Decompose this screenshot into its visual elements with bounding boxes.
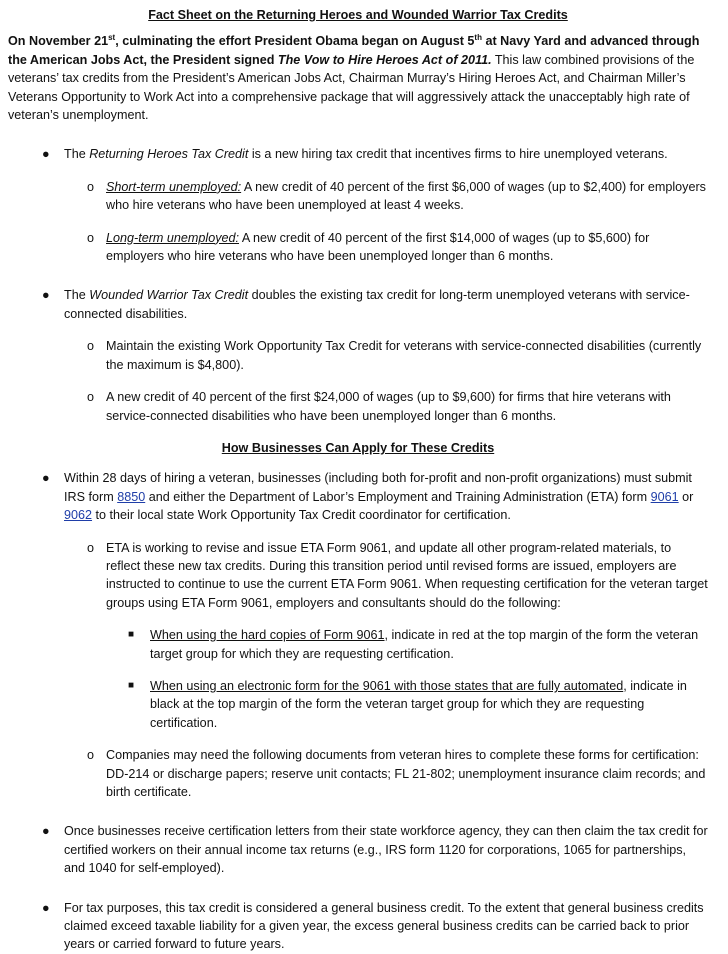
text: and either the Department of Labor’s Employment and Training Administration (ETA) form <box>145 489 651 504</box>
text: The <box>64 288 90 303</box>
sub-short-term <box>8 178 708 215</box>
circle-bullet-icon: o <box>87 179 95 194</box>
disc-bullet-icon: ● <box>42 471 50 486</box>
form-9062-link[interactable]: 9062 <box>64 508 93 523</box>
short-term-label: Short-term unemployed: <box>106 179 242 194</box>
document-page <box>8 6 708 954</box>
subsub-hard-copies <box>8 626 708 663</box>
text: is a new hiring tax credit that incentives firms to hire unemployed veterans. <box>248 147 668 162</box>
intro-paragraph <box>8 32 708 124</box>
text: ETA is working to revise and issue ETA Form 9061, and update all other program-related materials, to reflect these new tax credits. During this transition period until revised forms are issued, employers are instructed to continue to use the current ETA Form 9061. When requesting certification for the veteran target groups using ETA Form 9061, employers and consultants should do the following: <box>106 540 708 610</box>
disc-bullet-icon: ● <box>42 288 50 303</box>
text: Once businesses receive certification letters from their state workforce agency, they can then claim the tax credit for certified workers on their annual income tax returns (e.g., IRS form 1120 for corporations, 1065 for partnerships, and 1040 for self-employed). <box>64 824 708 876</box>
square-bullet-icon: ■ <box>128 679 135 691</box>
disc-bullet-icon: ● <box>42 147 50 162</box>
circle-bullet-icon: o <box>87 390 95 405</box>
sub-new-credit <box>8 388 708 425</box>
returning-heroes-name: Returning Heroes Tax Credit <box>89 147 249 162</box>
text: A new credit of 40 percent of the first $24,000 of wages (up to $9,600) for firms that hire veterans with service-connected disabilities who have been unemployed longer than 6 months. <box>106 390 671 423</box>
text: doubles the existing tax credit for long-term unemployed veterans with service-connected disabilities. <box>64 288 690 321</box>
bullet-claim-credit <box>8 822 708 877</box>
text: For tax purposes, this tax credit is considered a general business credit. To the extent that general business credits claimed exceed taxable liability for a given year, the excess general business credits can be carried back to prior years or carried forward to future years. <box>64 900 704 952</box>
text: Maintain the existing Work Opportunity Tax Credit for veterans with service-connected disabilities (currently the maximum is $4,800). <box>106 339 702 372</box>
text: to their local state Work Opportunity Tax Credit coordinator for certification. <box>92 508 511 523</box>
subsub-electronic-form <box>8 677 708 732</box>
bullet-submit-forms <box>8 469 708 524</box>
page-title: Fact Sheet on the Returning Heroes and Wounded Warrior Tax Credits <box>148 8 568 22</box>
form-9061-link[interactable]: 9061 <box>650 489 679 504</box>
circle-bullet-icon: o <box>87 339 95 354</box>
sub-eta-revision <box>8 539 708 613</box>
text: The <box>64 147 90 162</box>
long-term-label: Long-term unemployed: <box>106 230 240 245</box>
bullet-tax-purposes <box>8 899 708 954</box>
sub-long-term <box>8 229 708 266</box>
intro-bold-2: , culminating the effort President Obama began on August 5 <box>115 34 475 49</box>
text: , indicate in red at the top margin of the form the veteran target group for which they are requesting certification. <box>150 628 699 661</box>
text: A new credit of 40 percent of the first $6,000 of wages (up to $2,400) for employers who hire veterans who have been unemployed at least 4 weeks. <box>106 179 706 213</box>
text: A new credit of 40 percent of the first $14,000 of wages (up to $5,600) for employers who hire veterans who have been unemployed longer than 6 months. <box>106 230 650 264</box>
circle-bullet-icon: o <box>87 748 95 763</box>
circle-bullet-icon: o <box>87 540 95 555</box>
intro-bold-3: at Navy Yard and advanced through the American Jobs Act, the President signed <box>8 34 700 67</box>
intro-bold-1: On November 21 <box>8 34 109 49</box>
electronic-form-label: When using an electronic form for the 9061 with those states that are fully automated <box>150 678 624 693</box>
intro-rest: This law combined provisions of the veterans’ tax credits from the President’s American Jobs Act, Chairman Murray’s Hiring Heroes Act, and Chairman Miller’s Veterans Opportunity to Work Act into a comprehensive package that will aggressively attack the unacceptably high rate of veteran’s unemployment. <box>8 52 695 123</box>
form-8850-link[interactable]: 8850 <box>117 489 146 504</box>
disc-bullet-icon: ● <box>42 824 50 839</box>
hard-copies-label: When using the hard copies of Form 9061 <box>150 628 385 643</box>
text: , indicate in black at the top margin of the form the veteran target group for which they are requesting certification. <box>150 678 687 730</box>
wounded-warrior-name: Wounded Warrior Tax Credit <box>89 288 249 303</box>
intro-sup-2: th <box>474 33 482 43</box>
disc-bullet-icon: ● <box>42 900 50 915</box>
circle-bullet-icon: o <box>87 230 95 245</box>
sub-documents <box>8 746 708 801</box>
text: Companies may need the following documents from veteran hires to complete these forms for certification: DD-214 or discharge papers; reserve unit contacts; FL 21-802; unemployment insurance claim records; and birth certificate. <box>106 748 706 799</box>
square-bullet-icon: ■ <box>128 629 135 641</box>
sub-maintain-credit <box>8 337 708 374</box>
intro-sup-1: st <box>108 33 116 43</box>
text: or <box>678 489 694 504</box>
intro-act-title: The Vow to Hire Heroes Act of 2011. <box>277 52 492 67</box>
bullet-wounded-warrior <box>8 286 708 323</box>
text: Within 28 days of hiring a veteran, businesses (including both for-profit and non-profit organizations) must submit IRS form <box>64 471 692 504</box>
bullet-returning-heroes <box>8 145 708 163</box>
apply-heading: How Businesses Can Apply for These Credits <box>221 440 495 455</box>
